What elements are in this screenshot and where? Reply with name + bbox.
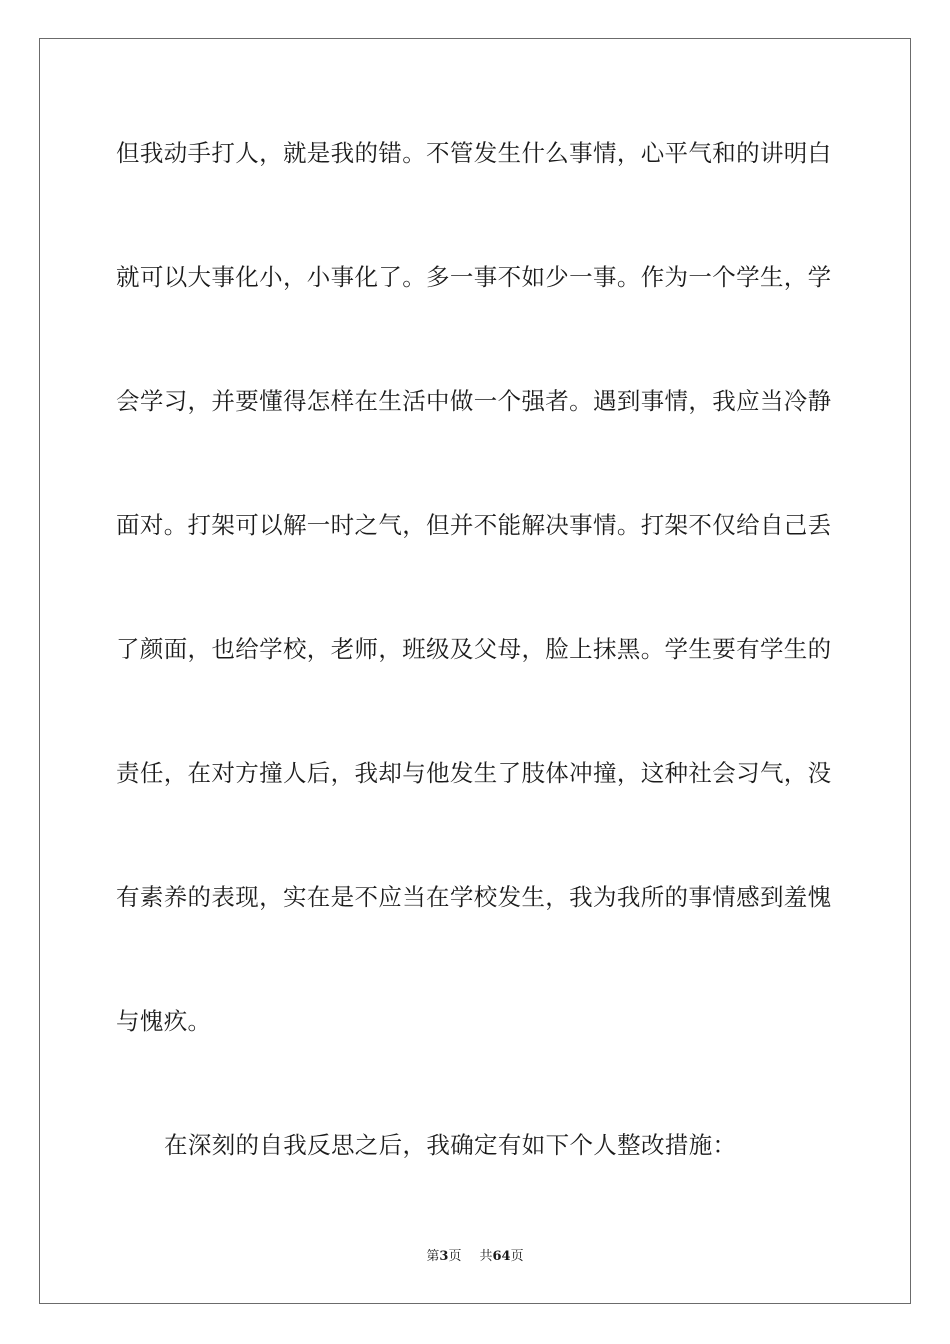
body-line-4: 面对。打架可以解一时之气，但并不能解决事情。打架不仅给自己丢 — [116, 511, 832, 539]
footer-page-suffix: 页 — [448, 1249, 462, 1264]
footer-page-prefix: 第 — [426, 1249, 440, 1264]
footer-page-number: 3 — [439, 1249, 449, 1264]
page-footer — [0, 1248, 950, 1266]
body-line-7: 有素养的表现，实在是不应当在学校发生，我为我所的事情感到羞愧 — [116, 883, 832, 911]
footer-total-suffix: 页 — [510, 1249, 524, 1264]
body-line-3: 会学习，并要懂得怎样在生活中做一个强者。遇到事情，我应当冷静 — [116, 387, 832, 415]
footer-total-prefix: 共 — [479, 1249, 493, 1264]
body-line-2: 就可以大事化小，小事化了。多一事不如少一事。作为一个学生，学 — [116, 263, 832, 291]
body-line-6: 责任，在对方撞人后，我却与他发生了肢体冲撞，这种社会习气，没 — [116, 759, 832, 787]
body-line-5: 了颜面，也给学校，老师，班级及父母，脸上抹黑。学生要有学生的 — [116, 635, 832, 663]
page-border — [39, 38, 911, 1304]
footer-total-pages: 64 — [492, 1249, 511, 1264]
body-line-8: 与愧疚。 — [116, 1007, 212, 1035]
body-line-1: 但我动手打人，就是我的错。不管发生什么事情，心平气和的讲明白 — [116, 139, 832, 167]
paragraph-start-line: 在深刻的自我反思之后，我确定有如下个人整改措施： — [164, 1131, 737, 1159]
